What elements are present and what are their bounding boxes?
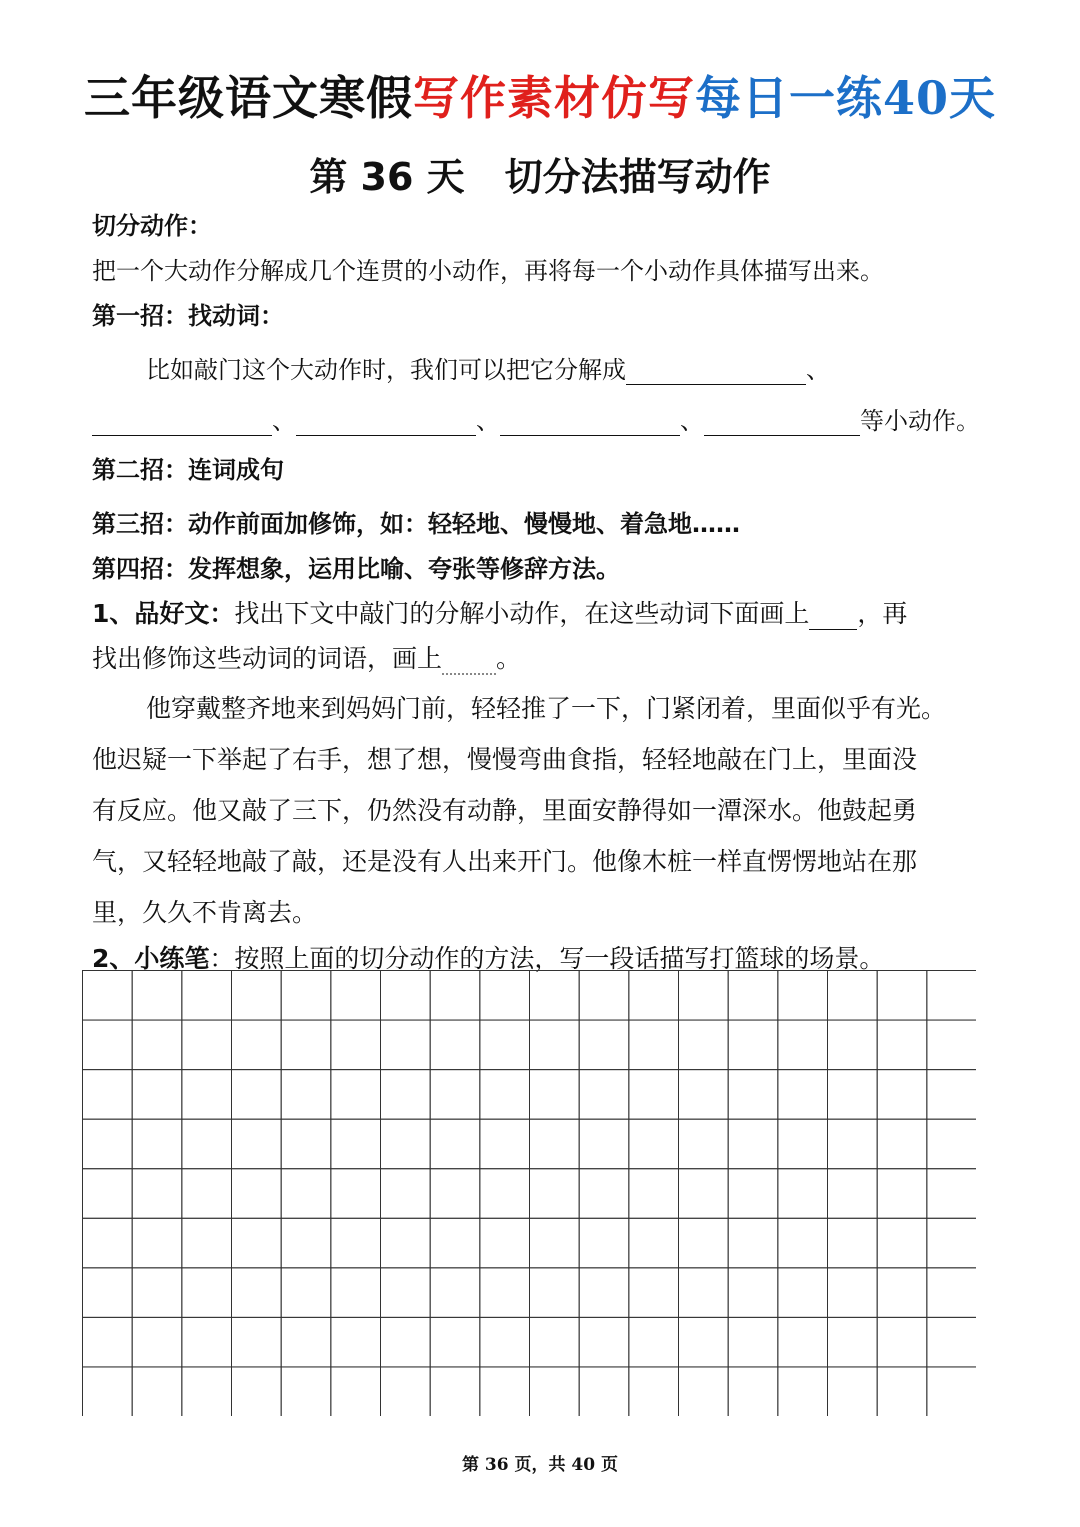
grid-cell[interactable] [331,1367,381,1416]
grid-cell[interactable] [629,1317,679,1367]
grid-cell[interactable] [83,1169,133,1219]
grid-cell[interactable] [927,1169,976,1219]
grid-cell[interactable] [679,1367,729,1416]
lesson-topic: 切分法描写动作 [504,155,771,199]
intro-text: 把一个大动作分解成几个连贯的小动作，再将每一个小动作具体描写出来。 [92,257,884,285]
document-title [0,62,1080,128]
grid-cell[interactable] [480,1268,530,1318]
grid-cell[interactable] [579,1317,629,1367]
grid-cell[interactable] [132,1169,182,1219]
grid-cell[interactable] [430,1169,480,1219]
grid-cell[interactable] [281,971,331,1021]
answer-blank[interactable] [296,409,476,436]
grid-cell[interactable] [430,971,480,1021]
writing-grid[interactable] [82,970,976,1416]
grid-cell[interactable] [480,1070,530,1120]
grid-cell[interactable] [728,1020,778,1070]
grid-cell[interactable] [182,1070,232,1120]
passage-line: 他迟疑一下举起了右手，想了想，慢慢弯曲食指，轻轻地敲在门上，里面没 [92,745,918,774]
grid-cell[interactable] [828,1268,878,1318]
grid-cell[interactable] [530,1119,580,1169]
grid-cell[interactable] [927,971,976,1021]
grid-cell[interactable] [927,1218,976,1268]
grid-cell[interactable] [828,1020,878,1070]
grid-cell[interactable] [132,1070,182,1120]
grid-cell[interactable] [679,1218,729,1268]
grid-cell[interactable] [530,1268,580,1318]
grid-cell[interactable] [182,1119,232,1169]
grid-cell[interactable] [927,1119,976,1169]
grid-cell[interactable] [182,1169,232,1219]
grid-cell[interactable] [629,1119,679,1169]
grid-cell[interactable] [281,1169,331,1219]
passage-line: 里，久久不肯离去。 [92,898,318,927]
grid-cell[interactable] [679,1119,729,1169]
grid-cell[interactable] [182,1218,232,1268]
grid-cell[interactable] [728,971,778,1021]
grid-cell[interactable] [430,1020,480,1070]
move1-line2 [92,401,980,436]
grid-cell[interactable] [132,1317,182,1367]
question1-line1 [92,594,907,630]
grid-cell[interactable] [83,1119,133,1169]
grid-cell[interactable] [877,1367,927,1416]
grid-cell[interactable] [778,1268,828,1318]
grid-cell[interactable] [430,1070,480,1120]
separator: 、 [272,407,296,435]
grid-cell[interactable] [430,1317,480,1367]
grid-cell[interactable] [828,1169,878,1219]
grid-cell[interactable] [83,1218,133,1268]
underline-mark-blank[interactable] [809,603,857,630]
grid-cell[interactable] [728,1070,778,1120]
grid-cell[interactable] [232,1268,282,1318]
grid-cell[interactable] [132,971,182,1021]
question1-text-cont: ，再 [857,599,908,628]
grid-cell[interactable] [728,1119,778,1169]
grid-cell[interactable] [828,1218,878,1268]
grid-cell[interactable] [480,1020,530,1070]
grid-cell[interactable] [182,1268,232,1318]
grid-cell[interactable] [629,1367,679,1416]
grid-cell[interactable] [381,1218,431,1268]
grid-cell[interactable] [778,971,828,1021]
grid-cell[interactable] [530,1367,580,1416]
grid-cell[interactable] [132,1218,182,1268]
grid-cell[interactable] [629,1070,679,1120]
grid-cell[interactable] [629,1020,679,1070]
grid-cell[interactable] [778,1218,828,1268]
grid-cell[interactable] [281,1218,331,1268]
grid-cell[interactable] [281,1119,331,1169]
grid-cell[interactable] [232,1367,282,1416]
move3-heading: 第三招：动作前面加修饰，如：轻轻地、慢慢地、着急地…… [92,510,740,538]
grid-cell[interactable] [778,1020,828,1070]
grid-cell[interactable] [877,1218,927,1268]
grid-cell[interactable] [877,1020,927,1070]
move1-heading: 第一招：找动词： [92,302,284,330]
grid-cell[interactable] [629,971,679,1021]
grid-cell[interactable] [232,1070,282,1120]
question2-text: ：按照上面的切分动作的方法，写一段话描写打篮球的场景。 [209,944,885,973]
question1-end: 。 [496,644,522,673]
grid-cell[interactable] [728,1169,778,1219]
question2-label: 2、小练笔 [92,944,210,973]
grid-cell[interactable] [381,1367,431,1416]
grid-cell[interactable] [579,1367,629,1416]
grid-cell[interactable] [232,1119,282,1169]
title-part-black: 三年级语文寒假 [83,71,413,125]
wavy-underline-blank[interactable] [442,647,496,675]
grid-cell[interactable] [629,1218,679,1268]
grid-cell[interactable] [877,1119,927,1169]
grid-cell[interactable] [877,971,927,1021]
grid-cell[interactable] [232,1317,282,1367]
grid-cell[interactable] [679,1268,729,1318]
grid-cell[interactable] [679,1169,729,1219]
grid-cell[interactable] [927,1367,976,1416]
grid-cell[interactable] [579,971,629,1021]
lesson-title [0,146,1080,201]
grid-cell[interactable] [579,1268,629,1318]
grid-cell[interactable] [828,971,878,1021]
grid-cell[interactable] [381,1070,431,1120]
grid-cell[interactable] [480,1317,530,1367]
grid-cell[interactable] [83,971,133,1021]
move1-prompt: 比如敲门这个大动作时，我们可以把它分解成 [146,356,626,384]
grid-cell[interactable] [331,1169,381,1219]
grid-cell[interactable] [281,1070,331,1120]
grid-cell[interactable] [381,971,431,1021]
grid-cell[interactable] [182,971,232,1021]
grid-cell[interactable] [927,1317,976,1367]
passage-line: 他穿戴整齐地来到妈妈门前，轻轻推了一下，门紧闭着，里面似乎有光。 [146,694,947,723]
grid-cell[interactable] [579,1119,629,1169]
grid-cell[interactable] [430,1367,480,1416]
answer-blank[interactable] [92,409,272,436]
grid-cell[interactable] [679,1317,729,1367]
question1-label: 1、品好文： [92,599,235,628]
grid-cell[interactable] [828,1070,878,1120]
separator: 、 [680,407,704,435]
grid-cell[interactable] [83,1268,133,1318]
grid-cell[interactable] [381,1268,431,1318]
grid-cell[interactable] [281,1367,331,1416]
grid-cell[interactable] [381,1317,431,1367]
separator: 、 [806,356,830,384]
grid-cell[interactable] [679,1020,729,1070]
grid-cell[interactable] [480,1119,530,1169]
grid-cell[interactable] [430,1268,480,1318]
answer-blank[interactable] [626,358,806,385]
question1-text2: 找出修饰这些动词的词语，画上 [92,644,443,673]
grid-cell[interactable] [828,1317,878,1367]
grid-cell[interactable] [877,1317,927,1367]
grid-cell[interactable] [281,1268,331,1318]
grid-cell[interactable] [430,1218,480,1268]
grid-cell[interactable] [828,1119,878,1169]
grid-cell[interactable] [877,1268,927,1318]
intro-heading: 切分动作： [92,212,212,240]
title-part-blue: 每日一练40天 [694,71,996,125]
page-footer: 第 36 页，共 40 页 [462,1455,618,1475]
grid-cell[interactable] [579,1070,629,1120]
separator: 、 [476,407,500,435]
grid-cell[interactable] [679,1070,729,1120]
grid-cell[interactable] [331,1317,381,1367]
grid-cell[interactable] [381,1119,431,1169]
grid-cell[interactable] [828,1367,878,1416]
grid-cell[interactable] [232,971,282,1021]
grid-cell[interactable] [331,1070,381,1120]
grid-cell[interactable] [182,1020,232,1070]
grid-cell[interactable] [430,1119,480,1169]
grid-cell[interactable] [331,1119,381,1169]
grid-cell[interactable] [83,1020,133,1070]
grid-cell[interactable] [281,1317,331,1367]
question1-text: 找出下文中敲门的分解小动作，在这些动词下面画上 [234,599,810,628]
grid-cell[interactable] [83,1317,133,1367]
grid-cell[interactable] [778,1070,828,1120]
grid-cell[interactable] [132,1119,182,1169]
grid-cell[interactable] [480,1169,530,1219]
grid-cell[interactable] [331,1020,381,1070]
grid-cell[interactable] [778,1119,828,1169]
move1-end: 等小动作。 [860,407,980,435]
move1-line1 [146,350,830,385]
grid-cell[interactable] [83,1367,133,1416]
grid-cell[interactable] [530,1218,580,1268]
grid-cell[interactable] [629,1169,679,1219]
grid-cell[interactable] [480,1367,530,1416]
passage-line: 有反应。他又敲了三下，仍然没有动静，里面安静得如一潭深水。他鼓起勇 [92,796,918,825]
grid-cell[interactable] [480,971,530,1021]
lesson-day: 第 36 天 [309,155,465,199]
grid-cell[interactable] [132,1020,182,1070]
grid-cell[interactable] [381,1169,431,1219]
grid-cell[interactable] [480,1218,530,1268]
grid-cell[interactable] [877,1070,927,1120]
grid-cell[interactable] [728,1367,778,1416]
grid-cell[interactable] [679,971,729,1021]
grid-cell[interactable] [927,1268,976,1318]
grid-cell[interactable] [778,1169,828,1219]
grid-cell[interactable] [530,971,580,1021]
grid-cell[interactable] [927,1070,976,1120]
grid-cell[interactable] [778,1367,828,1416]
grid-cell[interactable] [579,1020,629,1070]
grid-cell[interactable] [331,1218,381,1268]
grid-cell[interactable] [281,1020,331,1070]
question1-line2 [92,639,521,675]
grid-cell[interactable] [182,1367,232,1416]
grid-cell[interactable] [530,1169,580,1219]
grid-cell[interactable] [530,1317,580,1367]
grid-cell[interactable] [579,1218,629,1268]
grid-cell[interactable] [728,1218,778,1268]
grid-cell[interactable] [530,1070,580,1120]
grid-cell[interactable] [331,1268,381,1318]
grid-cell[interactable] [728,1268,778,1318]
move2-heading: 第二招：连词成句 [92,456,284,484]
grid-cell[interactable] [877,1169,927,1219]
grid-cell[interactable] [530,1020,580,1070]
grid-cell[interactable] [331,971,381,1021]
grid-cell[interactable] [728,1317,778,1367]
title-part-red: 写作素材仿写 [412,71,695,125]
grid-cell[interactable] [182,1317,232,1367]
grid-cell[interactable] [778,1317,828,1367]
grid-cell[interactable] [381,1020,431,1070]
grid-cell[interactable] [83,1070,133,1120]
answer-blank[interactable] [704,409,860,436]
passage-line: 气，又轻轻地敲了敲，还是没有人出来开门。他像木桩一样直愣愣地站在那 [92,847,918,876]
grid-cell[interactable] [232,1020,282,1070]
grid-cell[interactable] [579,1169,629,1219]
grid-cell[interactable] [629,1268,679,1318]
grid-cell[interactable] [927,1020,976,1070]
grid-cell[interactable] [132,1268,182,1318]
grid-cell[interactable] [132,1367,182,1416]
answer-blank[interactable] [500,409,680,436]
grid-cell[interactable] [232,1218,282,1268]
move4-heading: 第四招：发挥想象，运用比喻、夸张等修辞方法。 [92,555,620,583]
grid-cell[interactable] [232,1169,282,1219]
